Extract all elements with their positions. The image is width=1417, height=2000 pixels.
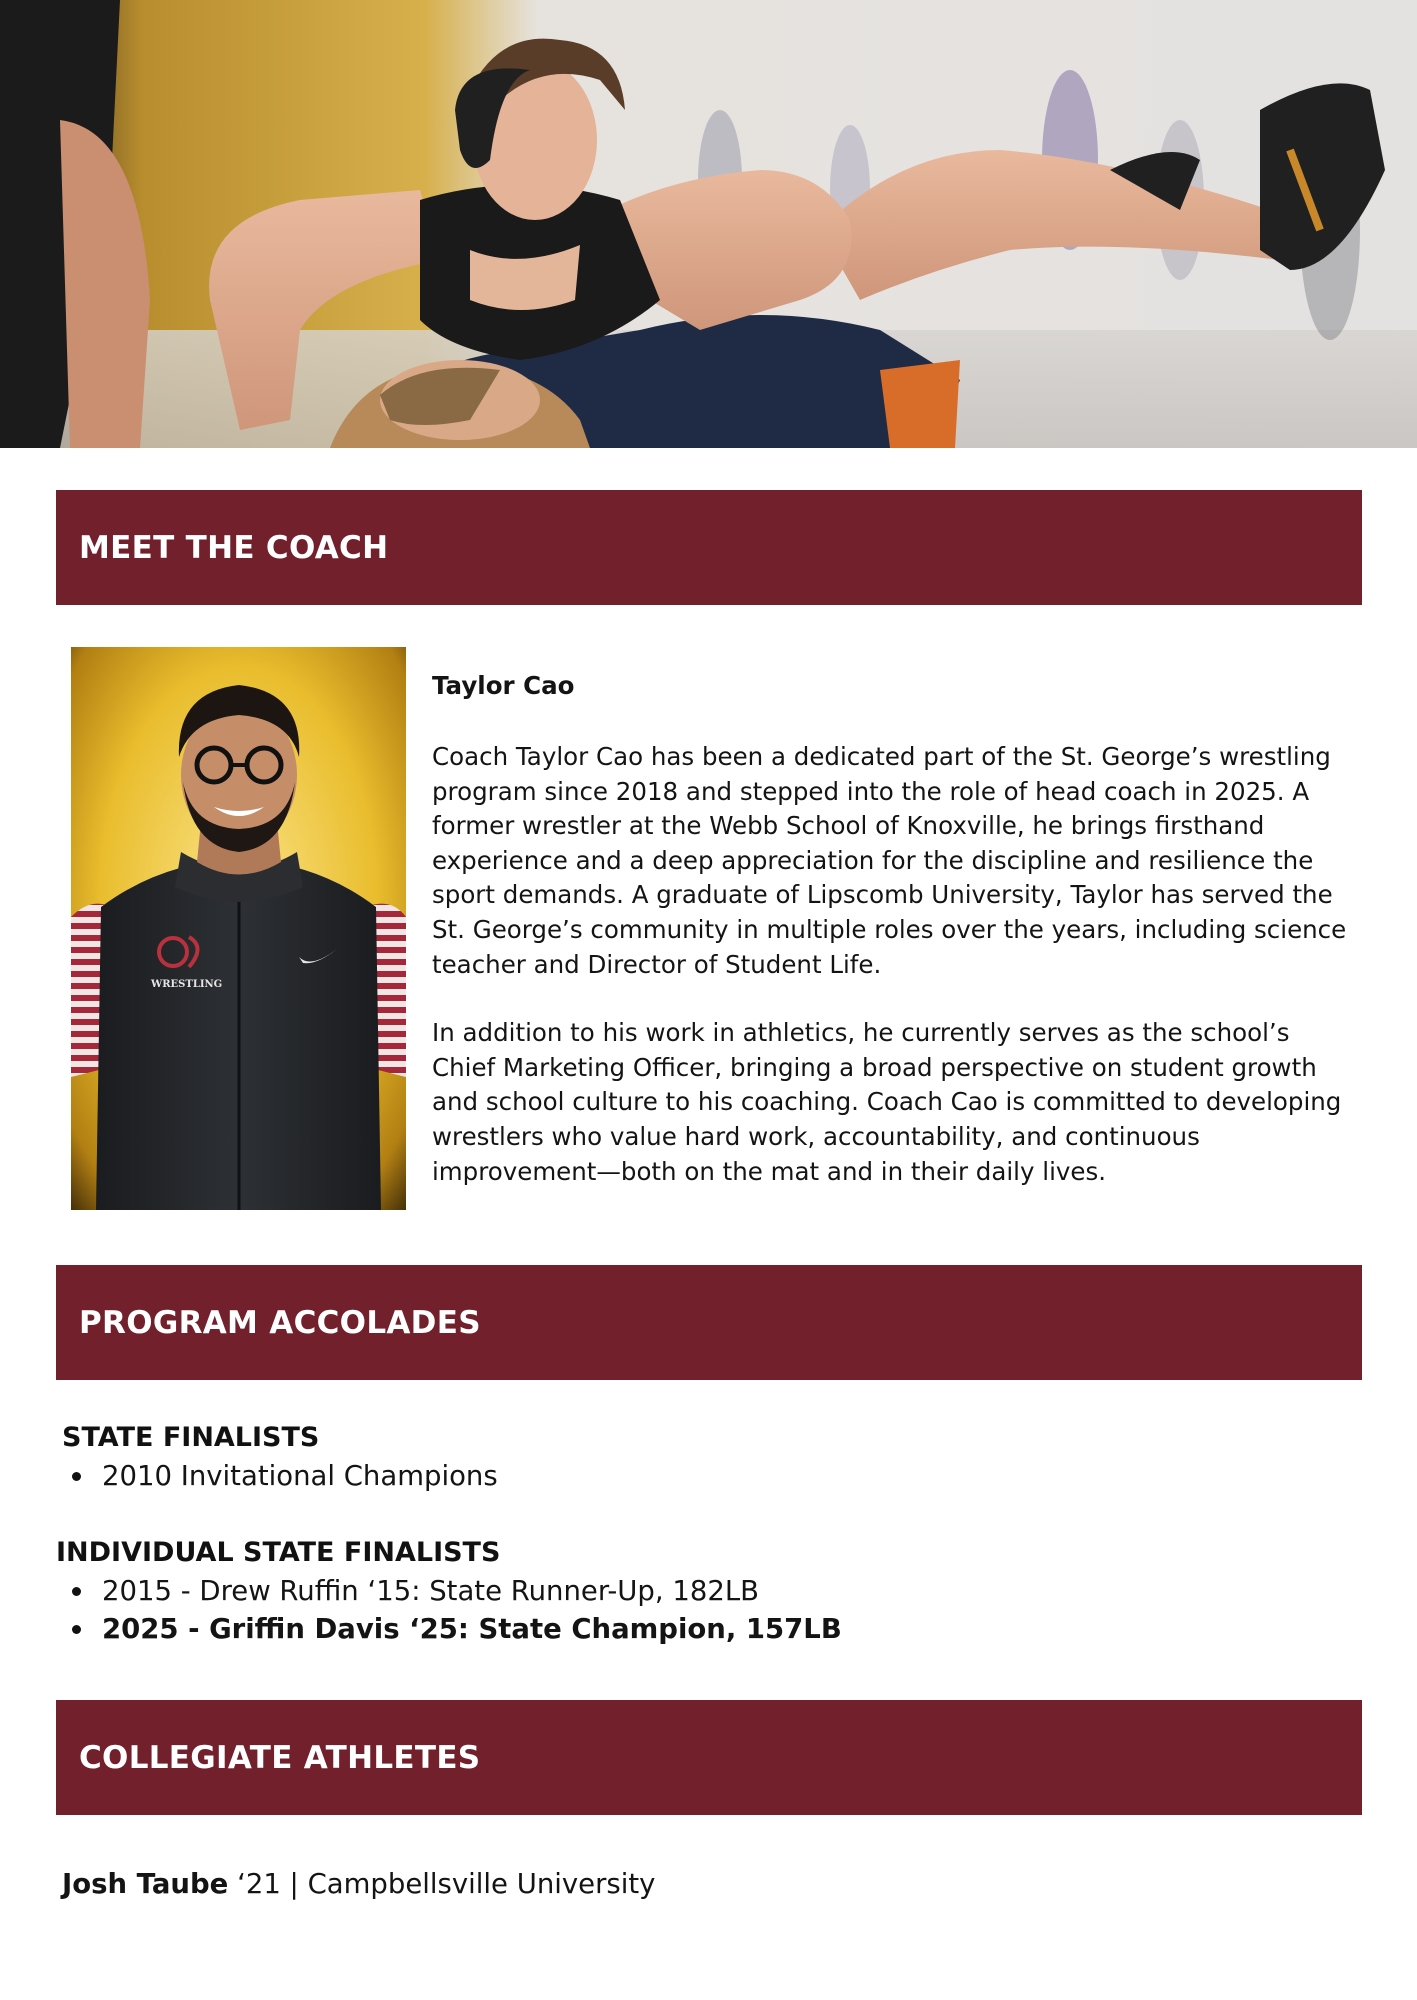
list-item: 2015 - Drew Ruffin ‘15: State Runner-Up, 182LB xyxy=(62,1572,842,1610)
coach-portrait-photo xyxy=(71,647,406,1210)
athlete-entry xyxy=(62,1865,655,1903)
coach-name: Taylor Cao xyxy=(432,671,575,700)
coach-bio-paragraph-1: Coach Taylor Cao has been a dedicated part of the St. George’s wrestling program since 2018 and stepped into the role of head coach in 2025. A former wrestler at the Webb School of Knoxville, he brings firsthand experience and a deep appreciation for the discipline and resilience the sport demands. A graduate of Lipscomb University, Taylor has served the St. George’s community in multiple roles over the years, including science teacher and Director of Student Life. xyxy=(432,742,1347,979)
list-item: 2025 - Griffin Davis ‘25: State Champion, 157LB xyxy=(62,1610,842,1648)
hero-photo xyxy=(0,0,1417,448)
list-item: 2010 Invitational Champions xyxy=(62,1457,498,1495)
section-bar-meet-the-coach xyxy=(56,490,1362,605)
state-finalists-list xyxy=(62,1457,498,1495)
section-title: PROGRAM ACCOLADES xyxy=(79,1304,481,1341)
section-bar-collegiate-athletes xyxy=(56,1700,1362,1815)
section-title: COLLEGIATE ATHLETES xyxy=(79,1739,481,1776)
individual-state-finalists-list xyxy=(62,1572,842,1648)
section-title: MEET THE COACH xyxy=(79,529,389,566)
athlete-detail: ‘21 | Campbellsville University xyxy=(228,1868,656,1900)
coach-bio xyxy=(432,666,1352,1223)
state-finalists-heading: STATE FINALISTS xyxy=(62,1422,320,1453)
vest-wrestling-text: WRESTLING xyxy=(151,979,223,990)
athlete-name: Josh Taube xyxy=(62,1868,229,1900)
coach-bio-paragraph-2: In addition to his work in athletics, he currently serves as the school’s Chief Marketing Officer, bringing a broad perspective on student growth and school culture to his coaching. Coach Cao is committed to developing wrestlers who value hard work, accountability, and continuous improvement—both on the mat and in their daily lives. xyxy=(432,1018,1342,1186)
individual-state-finalists-heading: INDIVIDUAL STATE FINALISTS xyxy=(56,1537,501,1568)
section-bar-program-accolades xyxy=(56,1265,1362,1380)
